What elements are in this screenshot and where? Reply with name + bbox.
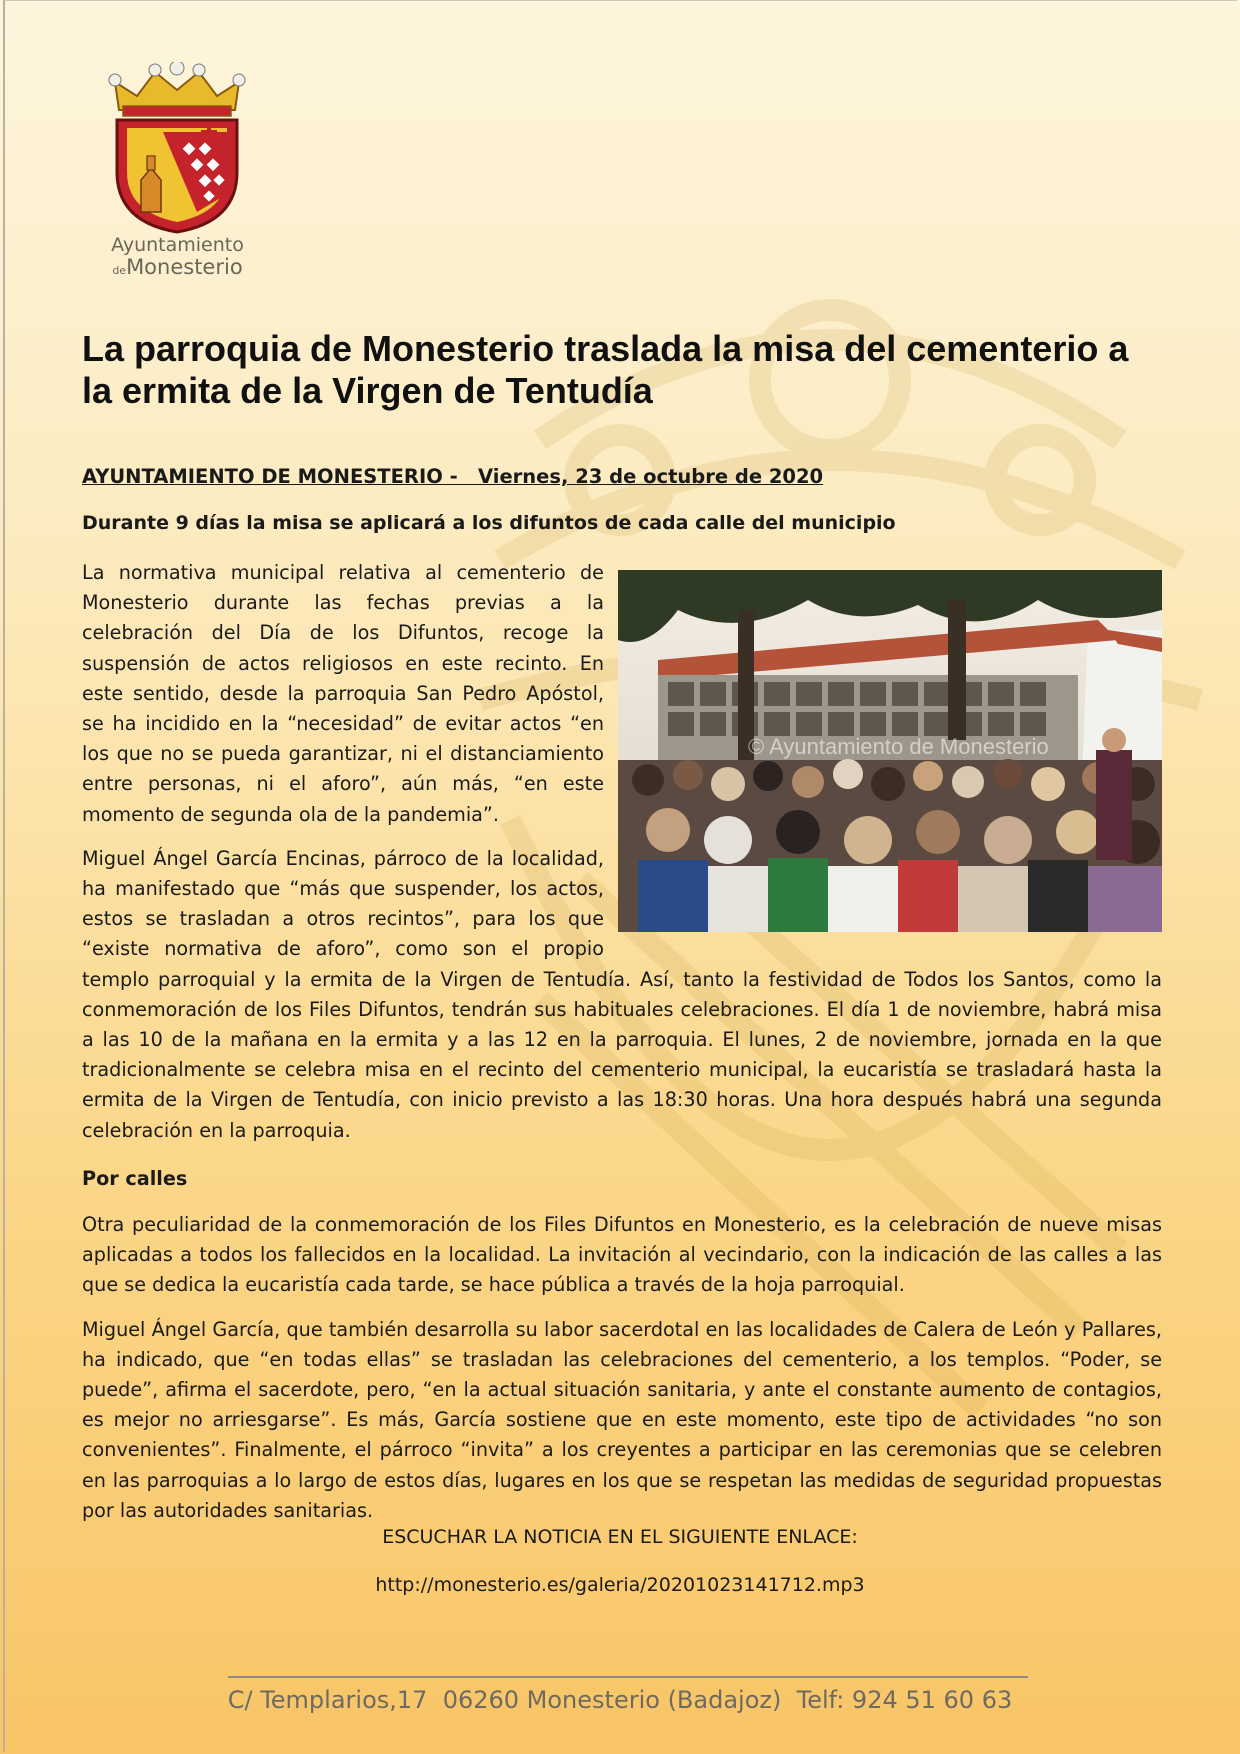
section-heading: Por calles [82,1166,188,1190]
photo-watermark: © Ayuntamiento de Monesterio [748,734,1049,759]
municipal-logo [105,62,250,302]
footer-address: C/ Templarios,17 06260 Monesterio (Badajoz) Telf: 924 51 60 63 [227,1686,1013,1714]
cemetery-photo [618,570,1162,932]
paragraph-2: Miguel Ángel García Encinas, párroco de la localidad, ha manifestado que “más que suspender, los actos, estos se trasladan a otros recintos”, para los que “existe normativa de aforo”, como son el propio templo parroquial y la ermita de la Virgen de Tentudía. Así, tanto la festividad de Todos los Santos, como la conmemoración de los Files Difuntos, tendrán sus habituales celebraciones. El día 1 de noviembre, habrá misa a las 10 de la mañana en la ermita y a las 12 en la parroquia. El lunes, 2 de noviembre, jornada en la que tradicionalmente se celebra misa en el recinto del cementerio municipal, la eucaristía se trasladará hasta la ermita de la Virgen de Tentudía, con inicio previsto a las 18:30 horas. Una hora después habrá una segunda celebración en la parroquia. [82,846,1162,1142]
audio-link[interactable]: http://monesterio.es/galeria/20201023141712.mp3 [375,1574,865,1596]
article-title: La parroquia de Monesterio traslada la misa del cementerio a la ermita de la Virgen de Tentudía [82,328,1129,411]
logo-line-2 [105,256,250,278]
paragraph-4: Miguel Ángel García, que también desarrolla su labor sacerdotal en las localidades de Calera de León y Pallares, ha indicado, que “en todas ellas” se trasladan las celebraciones del cementerio, a los templos. “Poder, se puede”, afirma el sacerdote, pero, “en la actual situación sanitaria, y ante el constante aumento de contagios, es mejor no arriesgarse”. Es más, García sostiene que en este momento, este tipo de actividades “no son convenientes”. Finalmente, el párroco “invita” a los creyentes a participar en las ceremonias que se celebren en las parroquias a lo largo de estos días, lugares en los que se respetan las medidas de seguridad propuestas por las autoridades sanitarias. [82,1317,1162,1522]
article-dateline: AYUNTAMIENTO DE MONESTERIO - Viernes, 23 de octubre de 2020 [82,465,824,488]
footer-divider [228,1676,1028,1678]
logo-line-1: Ayuntamiento [111,234,244,256]
article-body [82,558,1162,1540]
logo-line-2-prefix: de [112,263,127,277]
paragraph-3: Otra peculiaridad de la conmemoración de los Files Difuntos en Monesterio, es la celebración de nueve misas aplicadas a todos los fallecidos en la localidad. La invitación al vecindario, con la indicación de las calles a las que se dedica la eucaristía cada tarde, se hace pública a través de la hoja parroquial. [82,1213,1162,1297]
paragraph-1: La normativa municipal relativa al cementerio de Monesterio durante las fechas previas a la celebración del Día de los Difuntos, recoge la suspensión de actos religiosos en este recinto. En este sentido, desde la parroquia San Pedro Apóstol, se ha incidido en la “necesidad” de evitar actos “en los que no se pueda garantizar, ni el distanciamiento entre personas, ni el aforo”, aún más, “en este momento de segunda ola de la pandemia”. [82,561,604,826]
article-subtitle: Durante 9 días la misa se aplicará a los difuntos de cada calle del municipio [82,512,896,534]
logo-line-2-name: Monesterio [126,254,243,279]
coat-of-arms-icon [105,62,250,234]
logo-caption [105,236,250,278]
listen-label: ESCUCHAR LA NOTICIA EN EL SIGUIENTE ENLACE: [382,1526,858,1548]
